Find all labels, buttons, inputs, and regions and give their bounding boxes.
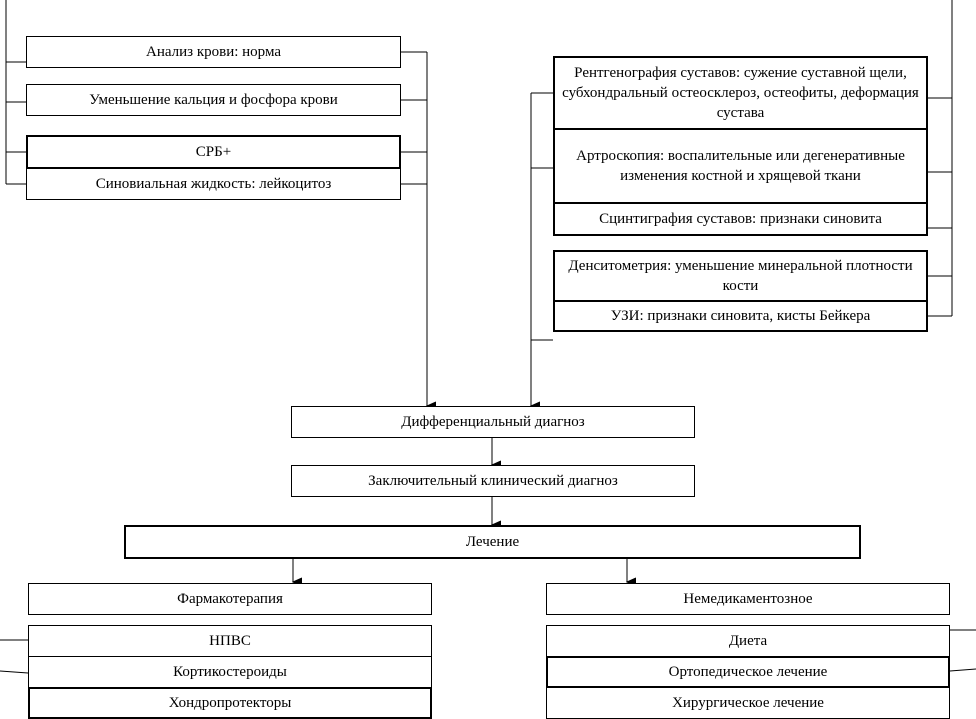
nonpharma-item-diet-text: Диета bbox=[728, 633, 768, 649]
lab-synovial-box bbox=[26, 168, 401, 200]
nonpharma-item-surgical-text: Хирургическое лечение bbox=[672, 695, 824, 711]
final-diagnosis-box bbox=[291, 465, 695, 497]
imaging-xray-text: Рентгенография суставов: сужение суставной щели, субхондральный остеосклероз, остеофиты, деформация сустава bbox=[562, 65, 919, 121]
nonpharma-item-surgical bbox=[546, 687, 950, 719]
final-diagnosis-text: Заключительный клинический диагноз bbox=[368, 473, 618, 489]
pharma-item-corticosteroids bbox=[28, 656, 432, 688]
imaging-scintigraphy-text: Сцинтиграфия суставов: признаки синовита bbox=[599, 211, 882, 227]
nonpharma-item-diet bbox=[546, 625, 950, 657]
imaging-densitometry-box bbox=[553, 250, 928, 302]
nonpharma-title-box bbox=[546, 583, 950, 615]
treatment-box bbox=[124, 525, 861, 559]
imaging-arthroscopy-box bbox=[553, 128, 928, 204]
imaging-densitometry-text: Денситометрия: уменьшение минеральной плотности кости bbox=[568, 258, 913, 294]
lab-calcium-text: Уменьшение кальция и фосфора крови bbox=[89, 92, 338, 108]
imaging-xray-box bbox=[553, 56, 928, 130]
imaging-ultrasound-text: УЗИ: признаки синовита, кисты Бейкера bbox=[610, 308, 871, 324]
nonpharma-item-orthopedic-text: Ортопедическое лечение bbox=[668, 664, 828, 680]
imaging-arthroscopy-text: Артроскопия: воспалительные или дегенеративные изменения костной и хрящевой ткани bbox=[576, 148, 905, 184]
imaging-ultrasound-box bbox=[553, 300, 928, 332]
treatment-text: Лечение bbox=[465, 534, 520, 550]
pharma-item-chondroprotectors-text: Хондропротекторы bbox=[168, 695, 292, 711]
pharma-item-nsaid-text: НПВС bbox=[209, 633, 251, 649]
pharma-title-text: Фармакотерапия bbox=[177, 591, 283, 607]
imaging-scintigraphy-box bbox=[553, 202, 928, 236]
lab-calcium-box bbox=[26, 84, 401, 116]
lab-crp-box bbox=[26, 135, 401, 169]
pharma-item-nsaid bbox=[28, 625, 432, 657]
differential-diagnosis-box bbox=[291, 406, 695, 438]
pharma-item-corticosteroids-text: Кортикостероиды bbox=[173, 664, 287, 680]
nonpharma-title-text: Немедикаментозное bbox=[683, 591, 813, 607]
lab-blood-box bbox=[26, 36, 401, 68]
nonpharma-item-orthopedic bbox=[546, 656, 950, 688]
lab-blood-text: Анализ крови: норма bbox=[146, 44, 281, 60]
pharma-item-chondroprotectors bbox=[28, 687, 432, 719]
lab-synovial-text: Синовиальная жидкость: лейкоцитоз bbox=[95, 176, 332, 192]
lab-crp-text: СРБ+ bbox=[195, 144, 232, 160]
pharma-title-box bbox=[28, 583, 432, 615]
differential-diagnosis-text: Дифференциальный диагноз bbox=[401, 414, 585, 430]
